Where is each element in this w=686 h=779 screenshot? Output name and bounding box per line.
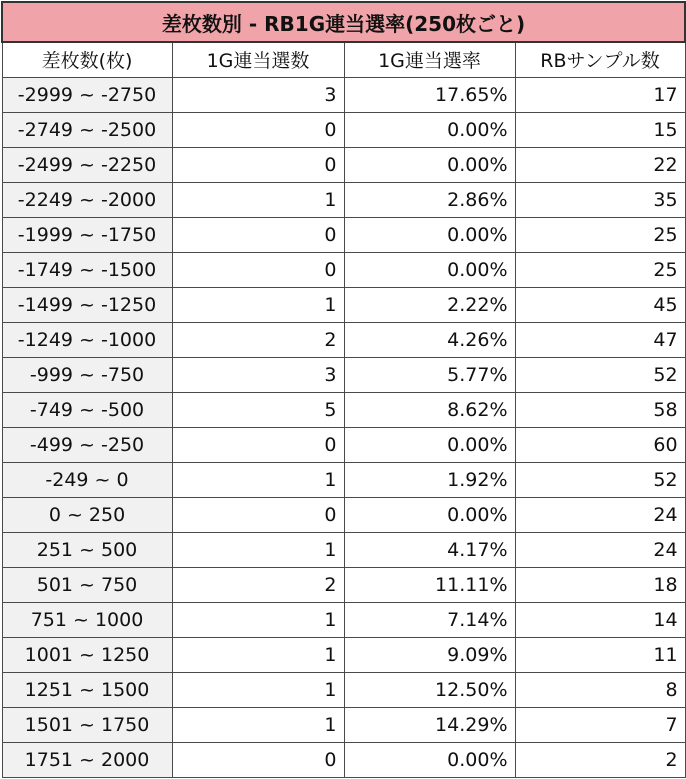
cell-rate: 1.92%	[344, 462, 515, 497]
cell-samples: 47	[515, 322, 685, 357]
cell-hits: 1	[172, 287, 344, 322]
cell-hits: 2	[172, 322, 344, 357]
cell-samples: 25	[515, 252, 685, 287]
table-row	[2, 77, 685, 112]
cell-hits: 1	[172, 532, 344, 567]
cell-samples: 60	[515, 427, 685, 462]
table-row	[2, 427, 685, 462]
cell-rate: 5.77%	[344, 357, 515, 392]
cell-samples: 25	[515, 217, 685, 252]
cell-range: -749 ~ -500	[2, 392, 172, 427]
table-row	[2, 182, 685, 217]
cell-hits: 0	[172, 217, 344, 252]
cell-samples: 22	[515, 147, 685, 182]
cell-rate: 9.09%	[344, 637, 515, 672]
table-row	[2, 462, 685, 497]
title-row	[2, 2, 685, 42]
cell-rate: 0.00%	[344, 147, 515, 182]
cell-hits: 1	[172, 637, 344, 672]
cell-samples: 7	[515, 707, 685, 742]
cell-rate: 17.65%	[344, 77, 515, 112]
cell-rate: 0.00%	[344, 252, 515, 287]
cell-range: -1749 ~ -1500	[2, 252, 172, 287]
cell-hits: 0	[172, 497, 344, 532]
column-header-hits: 1G連当選数	[172, 42, 344, 77]
cell-rate: 0.00%	[344, 217, 515, 252]
cell-range: -2749 ~ -2500	[2, 112, 172, 147]
cell-rate: 7.14%	[344, 602, 515, 637]
cell-rate: 2.86%	[344, 182, 515, 217]
cell-range: -1499 ~ -1250	[2, 287, 172, 322]
table-row	[2, 392, 685, 427]
table-row	[2, 112, 685, 147]
cell-range: 1001 ~ 1250	[2, 637, 172, 672]
cell-rate: 2.22%	[344, 287, 515, 322]
cell-rate: 11.11%	[344, 567, 515, 602]
cell-range: -2499 ~ -2250	[2, 147, 172, 182]
cell-hits: 3	[172, 77, 344, 112]
table-row	[2, 742, 685, 777]
table-row	[2, 672, 685, 707]
cell-hits: 0	[172, 112, 344, 147]
cell-range: -1999 ~ -1750	[2, 217, 172, 252]
cell-range: 1751 ~ 2000	[2, 742, 172, 777]
table-row	[2, 322, 685, 357]
column-header-rate: 1G連当選率	[344, 42, 515, 77]
cell-range: 1501 ~ 1750	[2, 707, 172, 742]
table-row	[2, 707, 685, 742]
cell-rate: 4.17%	[344, 532, 515, 567]
table-row	[2, 637, 685, 672]
header-row	[2, 42, 685, 77]
table-row	[2, 287, 685, 322]
cell-samples: 11	[515, 637, 685, 672]
table-row	[2, 567, 685, 602]
cell-hits: 0	[172, 252, 344, 287]
cell-hits: 1	[172, 462, 344, 497]
table-row	[2, 602, 685, 637]
cell-range: 251 ~ 500	[2, 532, 172, 567]
cell-hits: 0	[172, 427, 344, 462]
cell-samples: 24	[515, 532, 685, 567]
cell-rate: 0.00%	[344, 427, 515, 462]
table-row	[2, 357, 685, 392]
cell-hits: 5	[172, 392, 344, 427]
cell-range: -999 ~ -750	[2, 357, 172, 392]
cell-range: -499 ~ -250	[2, 427, 172, 462]
table-title: 差枚数別 - RB1G連当選率(250枚ごと)	[2, 2, 685, 42]
cell-rate: 0.00%	[344, 497, 515, 532]
cell-rate: 14.29%	[344, 707, 515, 742]
table-row	[2, 147, 685, 182]
cell-hits: 0	[172, 742, 344, 777]
cell-hits: 1	[172, 182, 344, 217]
cell-samples: 2	[515, 742, 685, 777]
table-body	[2, 77, 685, 777]
cell-samples: 17	[515, 77, 685, 112]
data-table	[1, 1, 686, 778]
cell-hits: 3	[172, 357, 344, 392]
cell-samples: 52	[515, 357, 685, 392]
cell-rate: 4.26%	[344, 322, 515, 357]
cell-samples: 8	[515, 672, 685, 707]
cell-hits: 0	[172, 147, 344, 182]
cell-rate: 0.00%	[344, 112, 515, 147]
cell-samples: 14	[515, 602, 685, 637]
cell-range: -1249 ~ -1000	[2, 322, 172, 357]
cell-samples: 24	[515, 497, 685, 532]
cell-range: -2249 ~ -2000	[2, 182, 172, 217]
table-row	[2, 217, 685, 252]
cell-range: -2999 ~ -2750	[2, 77, 172, 112]
column-header-range: 差枚数(枚)	[2, 42, 172, 77]
cell-samples: 18	[515, 567, 685, 602]
cell-rate: 12.50%	[344, 672, 515, 707]
cell-range: -249 ~ 0	[2, 462, 172, 497]
column-header-samples: RBサンプル数	[515, 42, 685, 77]
cell-hits: 1	[172, 672, 344, 707]
cell-samples: 45	[515, 287, 685, 322]
cell-hits: 1	[172, 707, 344, 742]
cell-hits: 1	[172, 602, 344, 637]
cell-samples: 35	[515, 182, 685, 217]
cell-samples: 15	[515, 112, 685, 147]
cell-rate: 8.62%	[344, 392, 515, 427]
cell-samples: 52	[515, 462, 685, 497]
cell-range: 751 ~ 1000	[2, 602, 172, 637]
cell-rate: 0.00%	[344, 742, 515, 777]
table-row	[2, 497, 685, 532]
table-row	[2, 532, 685, 567]
cell-samples: 58	[515, 392, 685, 427]
cell-hits: 2	[172, 567, 344, 602]
cell-range: 1251 ~ 1500	[2, 672, 172, 707]
table-row	[2, 252, 685, 287]
cell-range: 0 ~ 250	[2, 497, 172, 532]
cell-range: 501 ~ 750	[2, 567, 172, 602]
